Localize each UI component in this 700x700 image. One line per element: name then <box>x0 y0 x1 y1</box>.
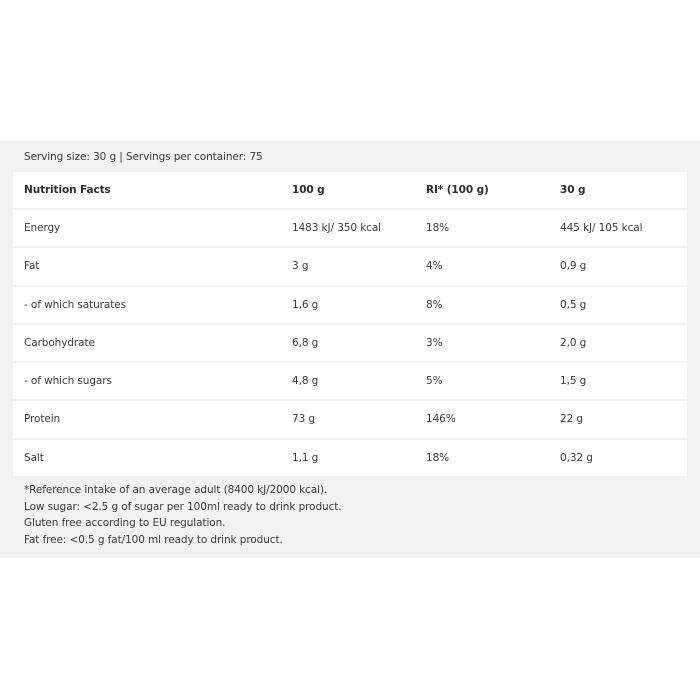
table-row <box>13 401 687 439</box>
nutrient-name: - of which sugars <box>24 375 112 388</box>
value-per-100g: 6,8 g <box>292 336 319 349</box>
value-per-100g: 3 g <box>292 260 309 273</box>
nutrient-name: - of which saturates <box>24 298 126 311</box>
footnote-gluten-free: Gluten free according to EU regulation. <box>24 517 226 530</box>
value-ri: 146% <box>426 413 456 426</box>
footnote-low-sugar: Low sugar: <2.5 g of sugar per 100ml ready to drink product. <box>24 500 342 513</box>
value-ri: 8% <box>426 298 443 311</box>
value-per-100g: 4,8 g <box>292 375 319 388</box>
nutrition-panel <box>0 141 700 558</box>
value-per-100g: 1483 kJ/ 350 kcal <box>292 222 381 234</box>
value-per-serving: 445 kJ/ 105 kcal <box>560 222 643 234</box>
value-ri: 4% <box>426 260 443 273</box>
header-per-100g: 100 g <box>292 184 325 196</box>
value-per-100g: 1,6 g <box>292 298 319 311</box>
value-per-serving: 2,0 g <box>560 336 587 349</box>
value-per-serving: 1,5 g <box>560 375 587 388</box>
value-per-serving: 0,5 g <box>560 298 587 311</box>
table-header-row <box>13 172 687 210</box>
table-row <box>13 440 687 478</box>
value-ri: 18% <box>426 222 450 234</box>
nutrient-name: Fat <box>24 260 40 273</box>
value-per-serving: 0,9 g <box>560 260 587 273</box>
footnote-reference-intake: *Reference intake of an average adult (8400 kJ/2000 kcal). <box>24 484 328 496</box>
header-nutrition-facts: Nutrition Facts <box>24 184 111 196</box>
header-per-serving: 30 g <box>560 184 586 196</box>
serving-info: Serving size: 30 g | Servings per container: 75 <box>24 151 263 163</box>
footnote-fat-free: Fat free: <0.5 g fat/100 ml ready to drink product. <box>24 533 283 546</box>
value-per-serving: 0,32 g <box>560 451 593 464</box>
value-ri: 5% <box>426 375 443 388</box>
table-row <box>13 325 687 363</box>
value-per-serving: 22 g <box>560 413 583 426</box>
value-ri: 3% <box>426 336 443 349</box>
footnotes <box>24 482 342 548</box>
nutrition-table <box>13 172 687 478</box>
value-per-100g: 73 g <box>292 413 315 426</box>
header-ri: RI* (100 g) <box>426 184 489 196</box>
nutrient-name: Protein <box>24 413 61 426</box>
table-row <box>13 287 687 325</box>
nutrient-name: Carbohydrate <box>24 336 95 349</box>
value-ri: 18% <box>426 451 450 464</box>
nutrient-name: Energy <box>24 222 61 234</box>
table-row <box>13 363 687 401</box>
table-row <box>13 210 687 248</box>
nutrient-name: Salt <box>24 451 44 464</box>
table-row <box>13 248 687 286</box>
value-per-100g: 1,1 g <box>292 451 319 464</box>
